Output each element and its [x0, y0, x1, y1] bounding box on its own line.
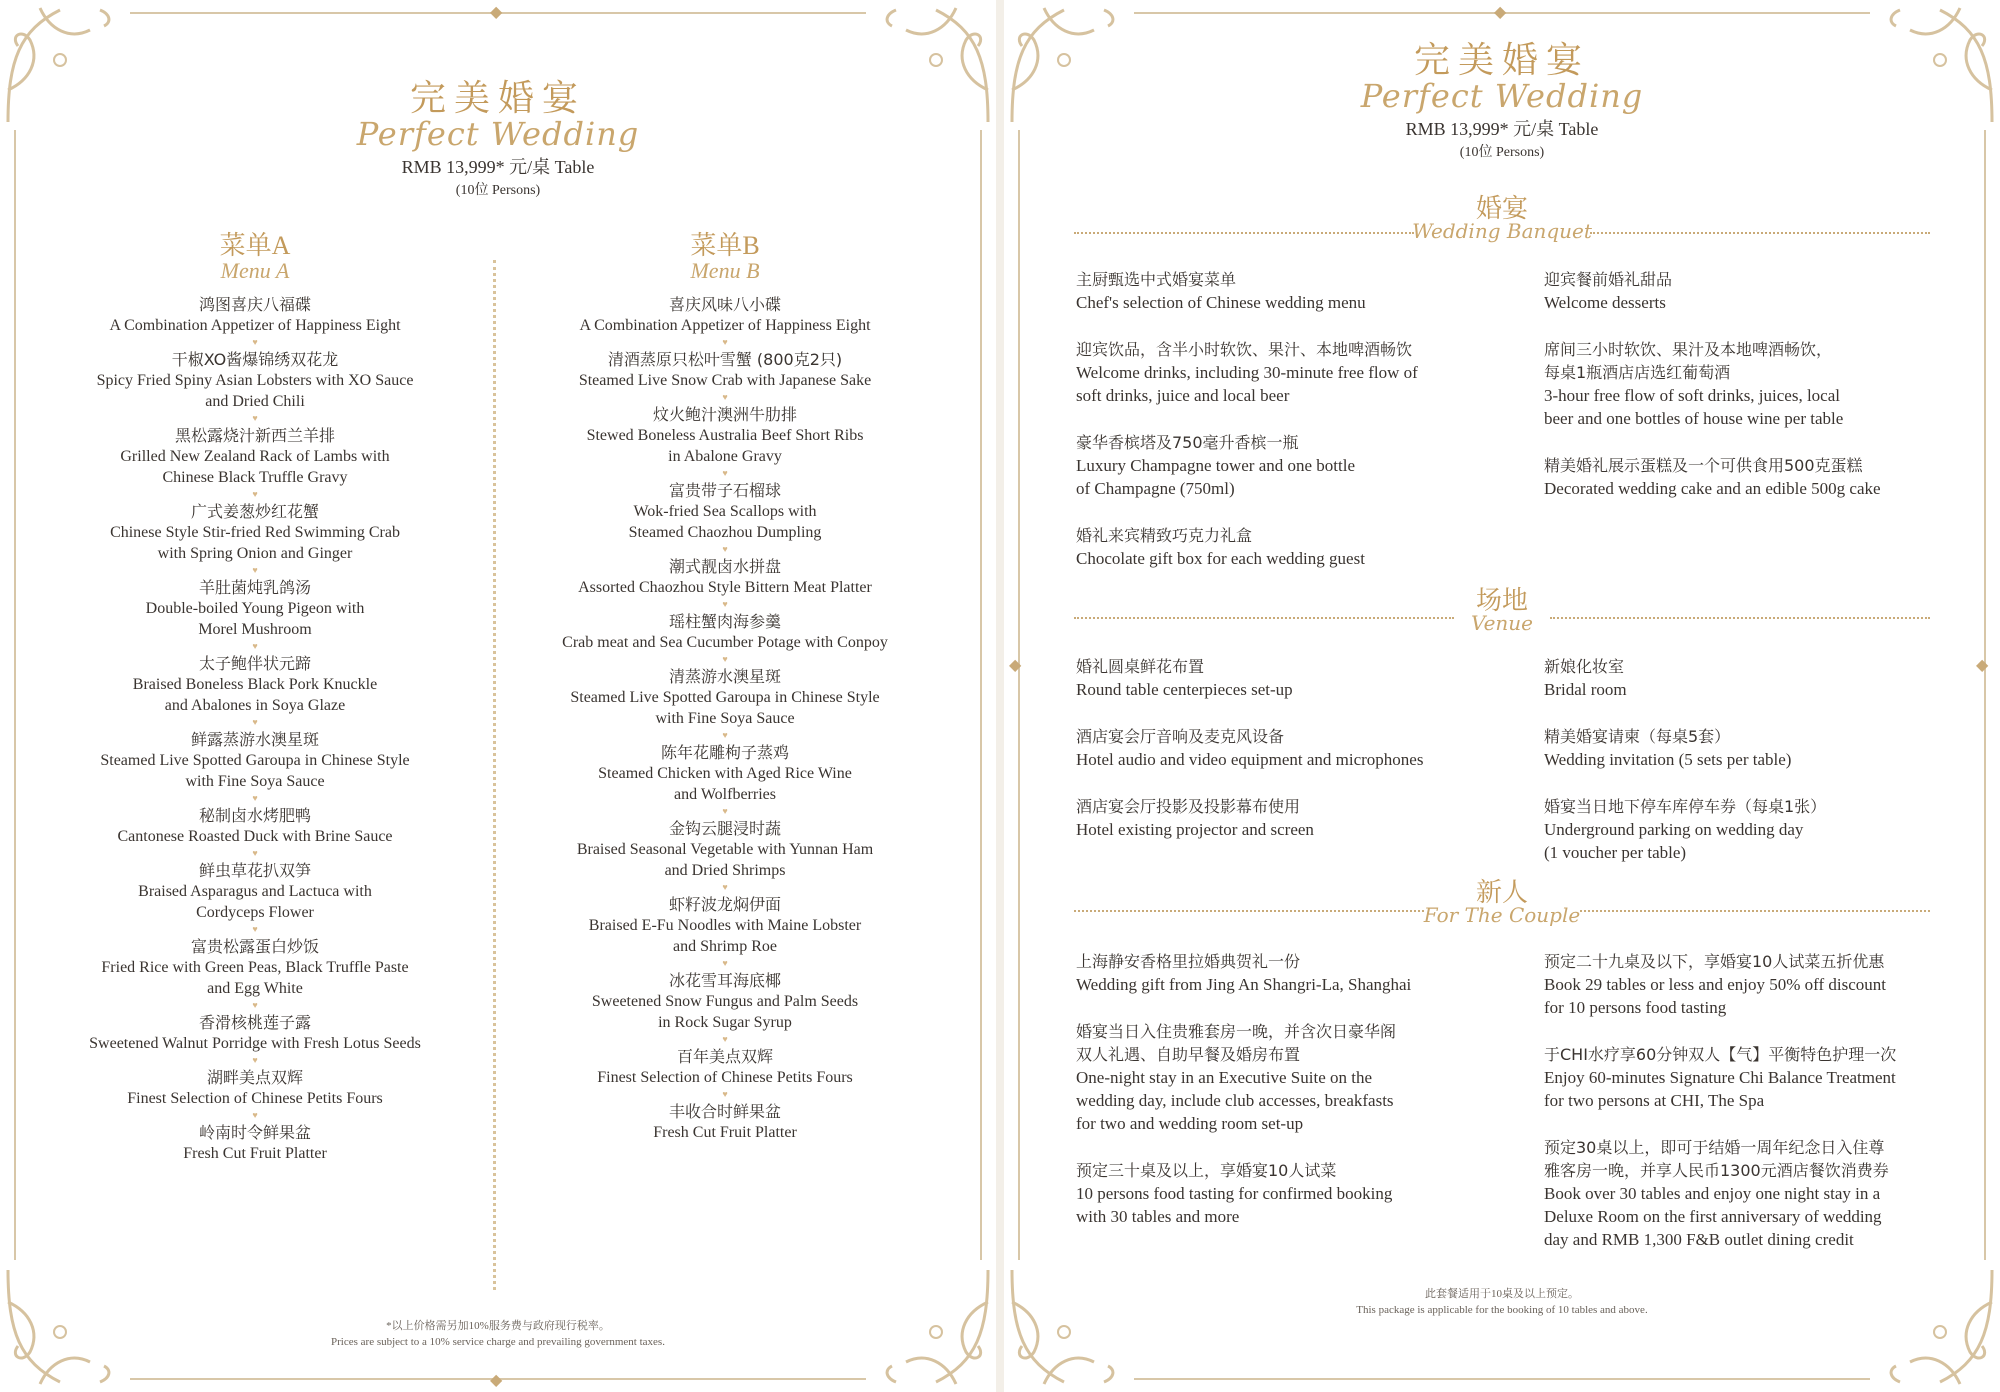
dish-name-en: Finest Selection of Chinese Petits Fours — [597, 1069, 853, 1086]
item-text-en: Bridal room — [1544, 680, 1627, 699]
dish-name-cn: 喜庆风味八小碟 — [668, 295, 781, 314]
banquet-heading-en: Wedding Banquet — [1412, 219, 1592, 243]
item-text-cn: 预定三十桌及以上，享婚宴10人试菜 — [1076, 1161, 1337, 1180]
border-line — [980, 130, 982, 1260]
title-chinese: 完美婚宴 — [1413, 40, 1590, 81]
item-text-cn: 婚宴当日入住贵雅套房一晚，并含次日豪华阁 双人礼遇、自助早餐及婚房布置 — [1076, 1022, 1397, 1064]
menu-dish — [40, 425, 470, 488]
dish-name-en: Assorted Chaozhou Style Bittern Meat Platter — [578, 579, 872, 596]
item-text-cn: 迎宾餐前婚礼甜品 — [1544, 270, 1673, 289]
menu-page-right — [1004, 0, 2000, 1392]
package-item — [1544, 1136, 1964, 1251]
item-text-cn: 精美婚礼展示蛋糕及一个可供食用500克蛋糕 — [1544, 456, 1863, 475]
dish-name-cn: 金钩云腿浸时蔬 — [668, 819, 781, 838]
item-text-en: Welcome drinks, including 30-minute free flow of soft drinks, juice and local beer — [1076, 363, 1418, 405]
title-english: Perfect Wedding — [1360, 77, 1644, 115]
package-item — [1076, 338, 1496, 407]
couple-heading-en: For The Couple — [1423, 903, 1581, 927]
heart-divider-icon: ♥ — [252, 848, 258, 858]
border-line — [1984, 130, 1986, 1260]
menu-dish — [510, 742, 940, 805]
item-text-en: Decorated wedding cake and an edible 500g cake — [1544, 479, 1881, 498]
dish-name-cn: 清蒸游水澳星斑 — [668, 667, 781, 686]
dish-name-en: Braised Boneless Black Pork Knuckle and Abalones in Soya Glaze — [132, 676, 378, 714]
dish-name-en: A Combination Appetizer of Happiness Eight — [109, 317, 401, 334]
menu-dish — [40, 501, 470, 564]
dish-name-cn: 潮式靓卤水拼盘 — [668, 557, 781, 576]
title-chinese: 完美婚宴 — [409, 78, 586, 119]
package-item — [1076, 795, 1496, 841]
item-text-en: Hotel audio and video equipment and microphones — [1076, 750, 1424, 769]
item-text-cn: 豪华香槟塔及750毫升香槟一瓶 — [1076, 433, 1299, 452]
footnote-en: Prices are subject to a 10% service charge and prevailing government taxes. — [331, 1336, 665, 1348]
item-text-cn: 婚礼圆桌鲜花布置 — [1076, 657, 1205, 676]
dish-name-en: Fried Rice with Green Peas, Black Truffle Paste and Egg White — [101, 959, 409, 997]
heart-divider-icon: ♥ — [722, 1089, 728, 1099]
heart-divider-icon: ♥ — [722, 806, 728, 816]
item-text-cn: 上海静安香格里拉婚典贺礼一份 — [1076, 952, 1301, 971]
dish-name-en: Steamed Live Snow Crab with Japanese Sake — [578, 372, 872, 389]
border-line — [1134, 1378, 1870, 1380]
menu-a-heading-cn: 菜单A — [219, 231, 291, 260]
corner-flourish-icon — [866, 0, 996, 130]
heart-divider-icon: ♥ — [252, 641, 258, 651]
item-text-cn: 婚宴当日地下停车库停车券（每桌1张） — [1544, 797, 1827, 816]
item-text-en: Wedding gift from Jing An Shangri-La, Shanghai — [1076, 975, 1412, 994]
menu-page-left — [0, 0, 996, 1392]
dish-name-en: Crab meat and Sea Cucumber Potage with Conpoy — [562, 634, 888, 651]
menu-dish — [40, 805, 470, 847]
heart-divider-icon: ♥ — [722, 468, 728, 478]
menu-dish — [510, 666, 940, 729]
heart-divider-icon: ♥ — [722, 882, 728, 892]
menu-a-column — [40, 225, 470, 1164]
heart-divider-icon: ♥ — [252, 1110, 258, 1120]
border-line — [1018, 130, 1020, 1260]
menu-dish — [40, 1067, 470, 1109]
section-divider — [1590, 232, 1930, 234]
footnote — [0, 1318, 996, 1350]
menu-dish — [40, 577, 470, 640]
border-line — [14, 130, 16, 1260]
item-text-cn: 于CHI水疗享60分钟双人【气】平衡特色护理一次 — [1544, 1045, 1897, 1064]
dish-name-en: Fresh Cut Fruit Platter — [183, 1145, 327, 1162]
section-heading-banquet — [1004, 188, 2000, 243]
item-text-cn: 预定二十九桌及以下，享婚宴10人试菜五折优惠 — [1544, 952, 1885, 971]
dish-name-en: Grilled New Zealand Rack of Lambs with Chinese Black Truffle Gravy — [120, 448, 390, 486]
package-item — [1076, 655, 1496, 701]
venue-heading-en: Venue — [1470, 611, 1534, 635]
venue-heading-cn: 场地 — [1475, 586, 1528, 616]
footnote — [1004, 1286, 2000, 1318]
package-item — [1544, 950, 1964, 1019]
dish-name-cn: 炆火鲍汁澳洲牛肋排 — [652, 405, 797, 424]
package-item — [1076, 524, 1496, 570]
menu-dish — [40, 294, 470, 336]
price: RMB 13,999* 元/桌 Table — [1405, 119, 1599, 139]
section-heading-couple — [1004, 872, 2000, 927]
banquet-heading-cn: 婚宴 — [1475, 194, 1528, 224]
heart-divider-icon: ♥ — [722, 599, 728, 609]
dish-name-en: Cantonese Roasted Duck with Brine Sauce — [117, 828, 393, 845]
package-item — [1076, 1020, 1496, 1135]
dish-name-en: Spicy Fried Spiny Asian Lobsters with XO Sauce and Dried Chili — [96, 372, 414, 410]
menu-a-dish-list — [40, 294, 470, 1164]
menu-dish — [510, 404, 940, 467]
menu-dish — [510, 480, 940, 543]
corner-flourish-icon — [1004, 1262, 1134, 1392]
dish-name-cn: 太子鲍伴状元蹄 — [198, 654, 311, 673]
menu-dish — [510, 894, 940, 957]
dish-name-cn: 百年美点双辉 — [676, 1047, 773, 1066]
menu-dish — [40, 936, 470, 999]
dish-name-cn: 丰收合时鲜果盆 — [668, 1102, 781, 1121]
heart-divider-icon: ♥ — [722, 544, 728, 554]
dish-name-cn: 湖畔美点双辉 — [206, 1068, 303, 1087]
heart-divider-icon: ♥ — [252, 924, 258, 934]
item-text-en: Welcome desserts — [1544, 293, 1666, 312]
item-text-cn: 新娘化妆室 — [1544, 657, 1625, 676]
footnote-cn: *以上价格需另加10%服务费与政府现行税率。 — [386, 1320, 610, 1332]
heart-divider-icon: ♥ — [252, 489, 258, 499]
dish-name-en: Steamed Chicken with Aged Rice Wine and Wolfberries — [598, 765, 852, 803]
menu-b-heading-cn: 菜单B — [690, 231, 760, 260]
diamond-ornament-icon: ◆ — [1009, 655, 1022, 674]
dish-name-cn: 秘制卤水烤肥鸭 — [198, 806, 311, 825]
dish-name-cn: 黑松露烧汁新西兰羊排 — [174, 426, 335, 445]
dish-name-en: Sweetened Walnut Porridge with Fresh Lotus Seeds — [89, 1035, 421, 1052]
menu-dish — [40, 1122, 470, 1164]
dish-name-en: Stewed Boneless Australia Beef Short Ribs in Abalone Gravy — [586, 427, 864, 465]
heart-divider-icon: ♥ — [252, 717, 258, 727]
package-item — [1076, 950, 1496, 996]
menu-dish — [40, 349, 470, 412]
diamond-ornament-icon: ◆ — [490, 2, 503, 21]
package-item — [1544, 454, 1964, 500]
corner-flourish-icon — [1004, 0, 1134, 130]
package-item — [1076, 1159, 1496, 1228]
menu-b-dish-list — [510, 294, 940, 1143]
dish-name-en: Sweetened Snow Fungus and Palm Seeds in Rock Sugar Syrup — [591, 993, 859, 1031]
dish-name-en: A Combination Appetizer of Happiness Eight — [579, 317, 871, 334]
persons: (10位 Persons) — [455, 183, 541, 198]
item-text-en: 10 persons food tasting for confirmed booking with 30 tables and more — [1076, 1184, 1393, 1226]
dish-name-en: Wok-fried Sea Scallops with Steamed Chaozhou Dumpling — [628, 503, 822, 541]
menu-dish — [510, 294, 940, 336]
dish-name-cn: 鲜露蒸游水澳星斑 — [190, 730, 319, 749]
package-item — [1544, 338, 1964, 430]
menu-dish — [40, 1012, 470, 1054]
menu-dish — [510, 349, 940, 391]
item-text-cn: 席间三小时软饮、果汁及本地啤酒畅饮， 每桌1瓶酒店店选红葡萄酒 — [1544, 340, 1833, 382]
heart-divider-icon: ♥ — [722, 958, 728, 968]
item-text-en: Enjoy 60-minutes Signature Chi Balance Treatment for two persons at CHI, The Spa — [1544, 1068, 1896, 1110]
menu-dish — [40, 653, 470, 716]
package-item — [1544, 1043, 1964, 1112]
item-text-en: Book over 30 tables and enjoy one night stay in a Deluxe Room on the first anniversary of wedding day and RMB 1,300 F&B outlet dining credit — [1544, 1184, 1882, 1249]
title-english: Perfect Wedding — [356, 115, 640, 153]
item-text-cn: 酒店宴会厅音响及麦克风设备 — [1076, 727, 1285, 746]
dish-name-en: Braised Seasonal Vegetable with Yunnan Ham and Dried Shrimps — [576, 841, 874, 879]
footnote-en: This package is applicable for the booking of 10 tables and above. — [1356, 1304, 1648, 1316]
package-item — [1544, 655, 1964, 701]
menu-dish — [40, 860, 470, 923]
heart-divider-icon: ♥ — [252, 413, 258, 423]
heart-divider-icon: ♥ — [722, 1034, 728, 1044]
heart-divider-icon: ♥ — [722, 654, 728, 664]
dish-name-en: Fresh Cut Fruit Platter — [653, 1124, 797, 1141]
heart-divider-icon: ♥ — [252, 793, 258, 803]
heart-divider-icon: ♥ — [722, 337, 728, 347]
item-text-en: One-night stay in an Executive Suite on the wedding day, include club accesses, breakfasts for two and wedding room set-up — [1076, 1068, 1394, 1133]
section-divider — [1074, 232, 1414, 234]
menu-a-heading-en: Menu A — [220, 258, 290, 283]
dish-name-cn: 干椒XO酱爆锦绣双花龙 — [171, 350, 339, 369]
dish-name-cn: 瑶柱蟹肉海参羹 — [668, 612, 781, 631]
heart-divider-icon: ♥ — [252, 565, 258, 575]
dish-name-cn: 冰花雪耳海底椰 — [668, 971, 781, 990]
price: RMB 13,999* 元/桌 Table — [401, 157, 595, 177]
section-divider — [1074, 617, 1454, 619]
dish-name-cn: 香滑核桃莲子露 — [198, 1013, 311, 1032]
dish-name-en: Braised E-Fu Noodles with Maine Lobster and Shrimp Roe — [588, 917, 862, 955]
corner-flourish-icon — [1870, 1262, 2000, 1392]
corner-flourish-icon — [1870, 0, 2000, 130]
item-text-en: Hotel existing projector and screen — [1076, 820, 1314, 839]
heart-divider-icon: ♥ — [722, 730, 728, 740]
dish-name-cn: 广式姜葱炒红花蟹 — [190, 502, 319, 521]
menu-dish — [510, 556, 940, 598]
diamond-ornament-icon: ◆ — [1494, 2, 1507, 21]
item-text-cn: 酒店宴会厅投影及投影幕布使用 — [1076, 797, 1301, 816]
package-item — [1076, 431, 1496, 500]
item-text-en: Chef's selection of Chinese wedding menu — [1076, 293, 1366, 312]
section-heading-venue — [1004, 580, 2000, 635]
package-item — [1544, 268, 1964, 314]
dish-name-en: Chinese Style Stir-fried Red Swimming Crab with Spring Onion and Ginger — [110, 524, 400, 562]
dish-name-cn: 羊肚菌炖乳鸽汤 — [198, 578, 311, 597]
dish-name-cn: 富贵带子石榴球 — [668, 481, 781, 500]
section-divider — [1580, 910, 1930, 912]
item-text-cn: 迎宾饮品，含半小时软饮、果汁、本地啤酒畅饮 — [1076, 340, 1413, 359]
column-divider — [493, 260, 496, 1290]
menu-b-column — [510, 225, 940, 1143]
dish-name-cn: 鸿图喜庆八福碟 — [198, 295, 311, 314]
page-header — [1302, 32, 1702, 161]
item-text-en: Book 29 tables or less and enjoy 50% off discount for 10 persons food tasting — [1544, 975, 1887, 1017]
diamond-ornament-icon: ◆ — [490, 1370, 503, 1389]
dish-name-en: Braised Asparagus and Lactuca with Cordyceps Flower — [138, 883, 372, 921]
item-text-cn: 婚礼来宾精致巧克力礼盒 — [1076, 526, 1253, 545]
dish-name-en: Finest Selection of Chinese Petits Fours — [127, 1090, 383, 1107]
corner-flourish-icon — [0, 0, 130, 130]
page-header — [298, 70, 698, 199]
dish-name-cn: 岭南时令鲜果盆 — [198, 1123, 311, 1142]
item-text-en: 3-hour free flow of soft drinks, juices, local beer and one bottles of house wine per table — [1544, 386, 1844, 428]
item-text-en: Wedding invitation (5 sets per table) — [1544, 750, 1792, 769]
section-divider — [1550, 617, 1930, 619]
package-item — [1076, 268, 1496, 314]
dish-name-en: Double-boiled Young Pigeon with Morel Mushroom — [145, 600, 365, 638]
heart-divider-icon: ♥ — [722, 392, 728, 402]
diamond-ornament-icon: ◆ — [1976, 655, 1989, 674]
menu-dish — [510, 1101, 940, 1143]
menu-dish — [510, 970, 940, 1033]
persons: (10位 Persons) — [1459, 145, 1545, 160]
item-text-cn: 主厨甄选中式婚宴菜单 — [1076, 270, 1237, 289]
heart-divider-icon: ♥ — [252, 337, 258, 347]
item-text-cn: 精美婚宴请柬（每桌5套） — [1544, 727, 1731, 746]
dish-name-cn: 富贵松露蛋白炒饭 — [190, 937, 319, 956]
couple-heading-cn: 新人 — [1475, 878, 1528, 908]
package-item — [1544, 795, 1964, 864]
menu-dish — [510, 611, 940, 653]
item-text-en: Chocolate gift box for each wedding guest — [1076, 549, 1365, 568]
section-divider — [1074, 910, 1424, 912]
item-text-en: Luxury Champagne tower and one bottle of Champagne (750ml) — [1076, 456, 1356, 498]
menu-dish — [510, 818, 940, 881]
heart-divider-icon: ♥ — [252, 1000, 258, 1010]
dish-name-en: Steamed Live Spotted Garoupa in Chinese Style with Fine Soya Sauce — [100, 752, 410, 790]
footnote-cn: 此套餐适用于10桌及以上预定。 — [1425, 1288, 1579, 1300]
menu-b-heading-en: Menu B — [690, 258, 760, 283]
dish-name-en: Steamed Live Spotted Garoupa in Chinese Style with Fine Soya Sauce — [570, 689, 880, 727]
menu-dish — [40, 729, 470, 792]
heart-divider-icon: ♥ — [252, 1055, 258, 1065]
dish-name-cn: 虾籽波龙焖伊面 — [668, 895, 781, 914]
dish-name-cn: 清酒蒸原只松叶雪蟹 (800克2只) — [607, 350, 843, 369]
dish-name-cn: 鲜虫草花扒双笋 — [198, 861, 311, 880]
package-item — [1544, 725, 1964, 771]
item-text-cn: 预定30桌以上，即可于结婚一周年纪念日入住尊 雅客房一晚，并享人民币1300元酒店餐饮消费券 — [1544, 1138, 1889, 1180]
dish-name-cn: 陈年花雕枸子蒸鸡 — [660, 743, 789, 762]
item-text-en: Underground parking on wedding day (1 voucher per table) — [1544, 820, 1804, 862]
item-text-en: Round table centerpieces set-up — [1076, 680, 1293, 699]
menu-dish — [510, 1046, 940, 1088]
package-item — [1076, 725, 1496, 771]
